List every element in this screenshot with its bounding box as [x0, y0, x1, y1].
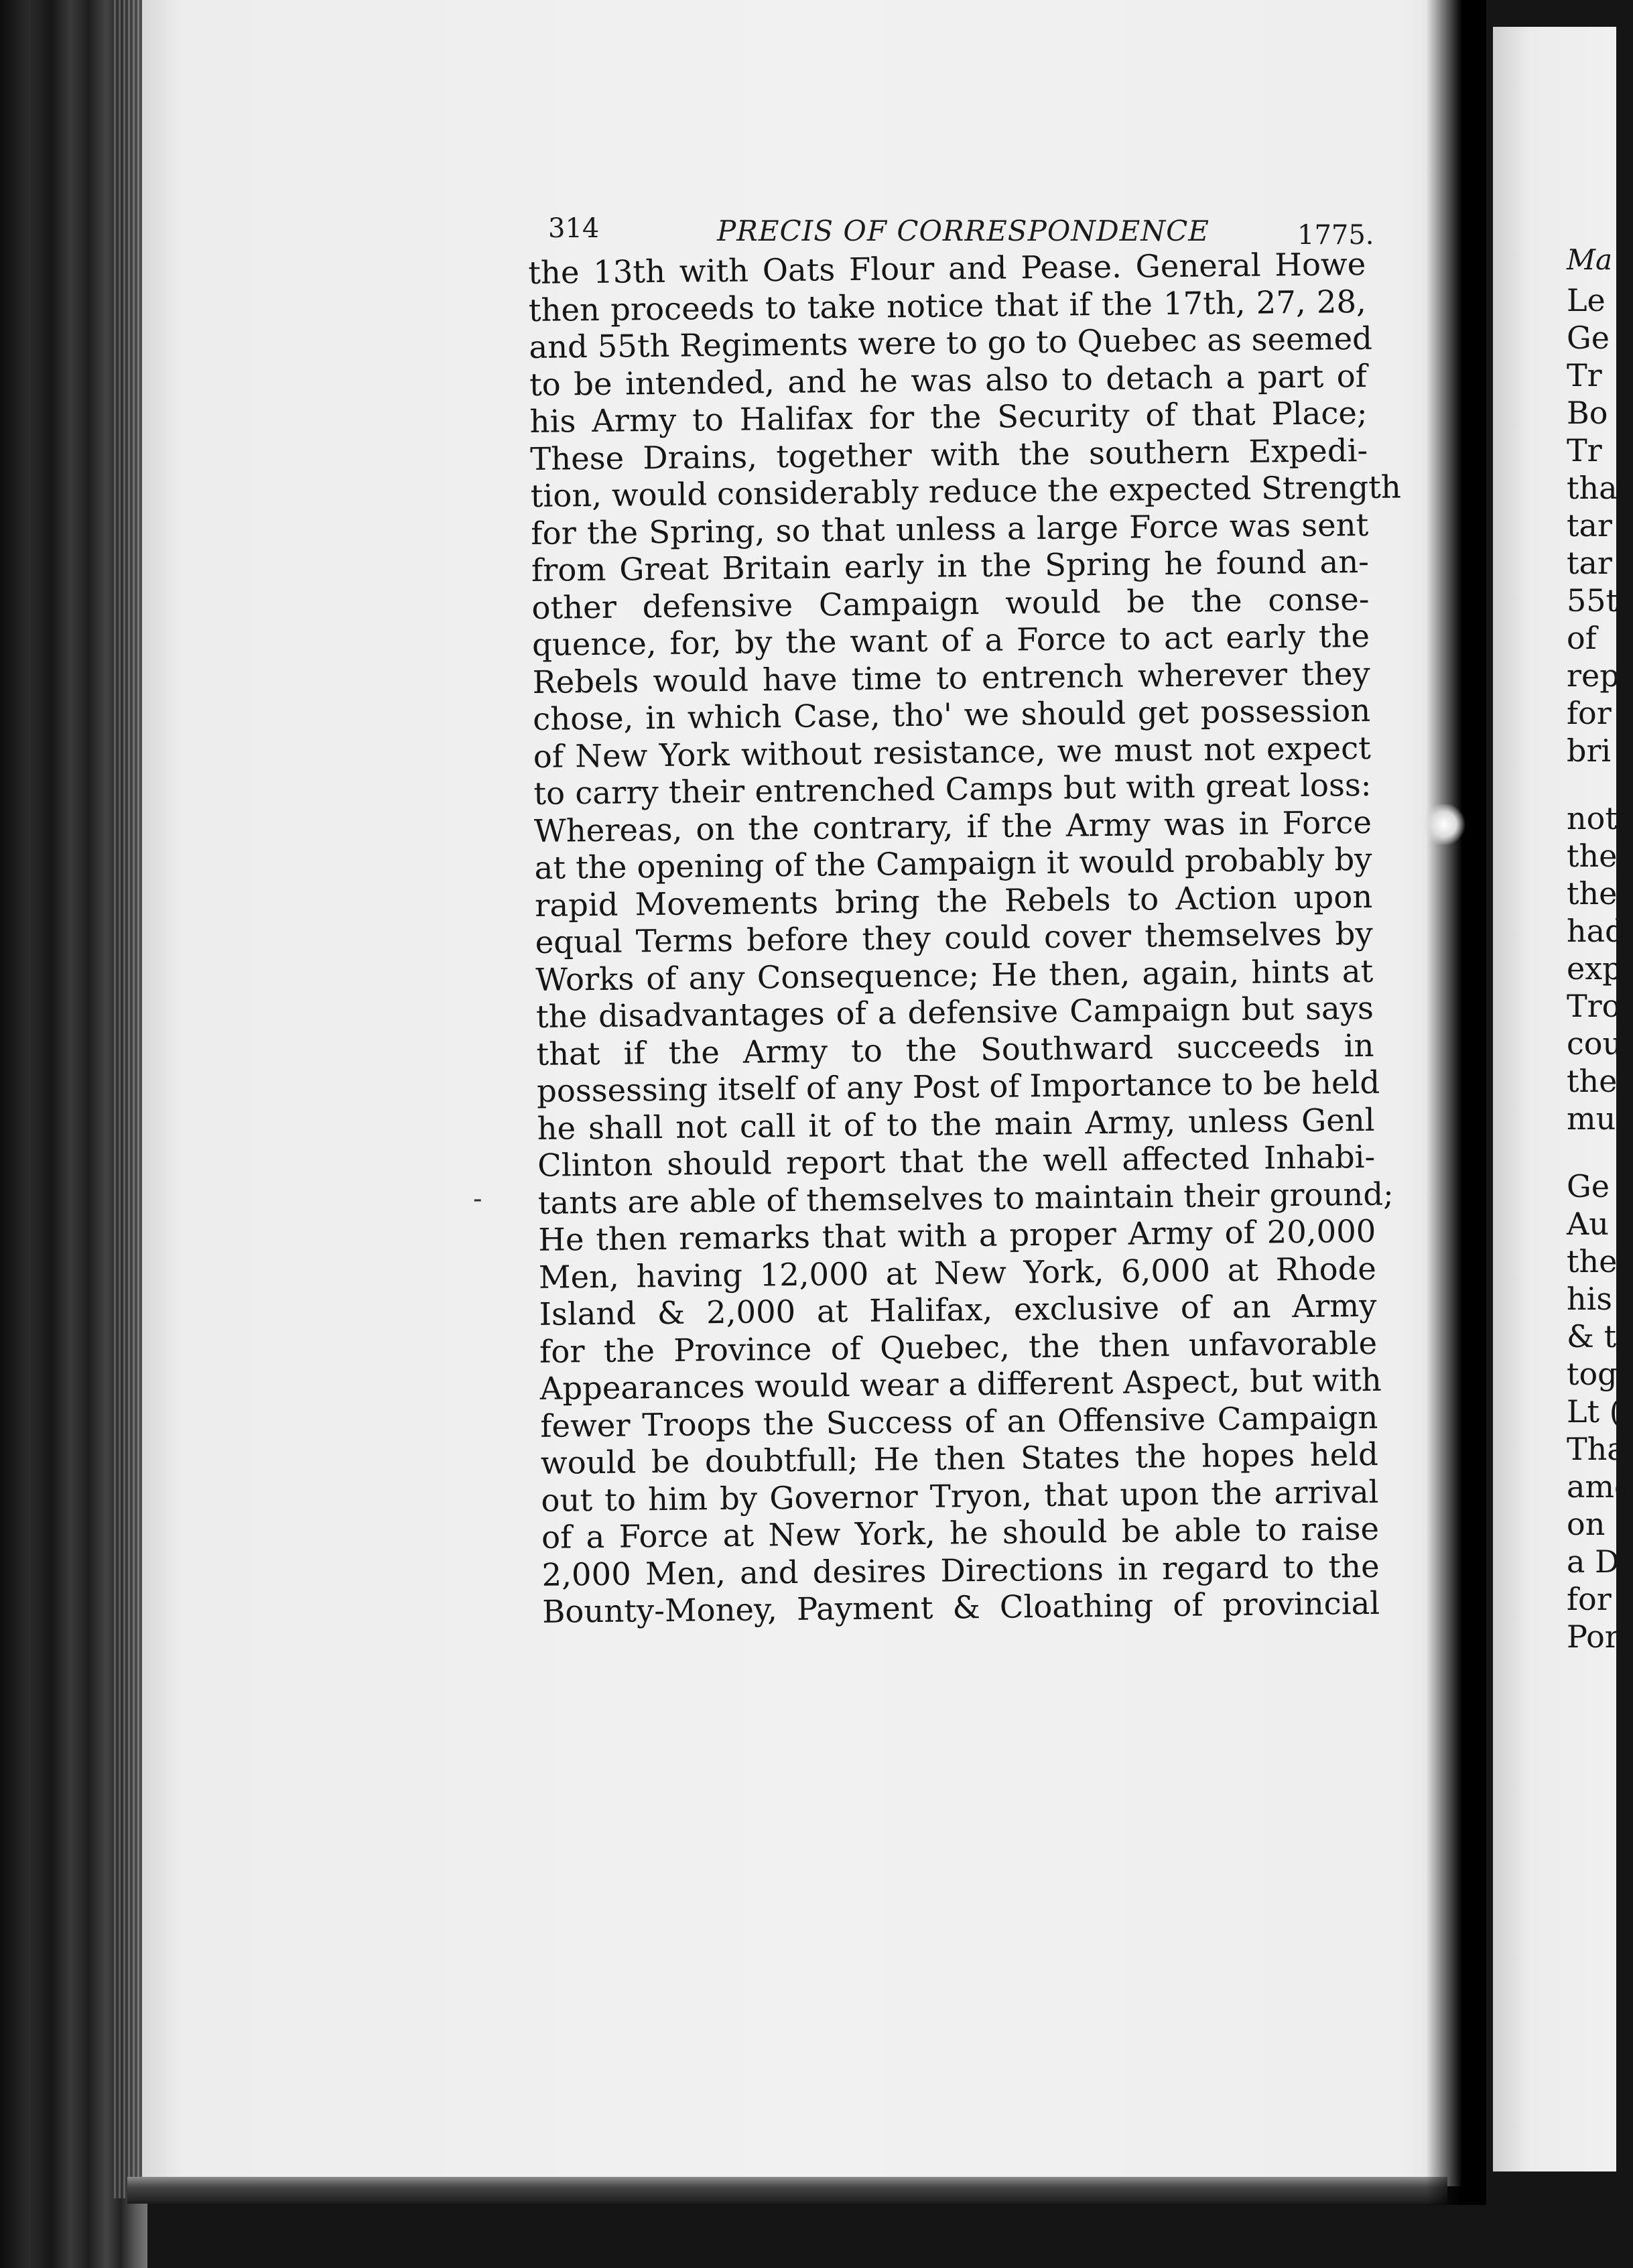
text-line: quence, for, by the want of a Force to act early the: [531, 617, 1370, 663]
right-page-fragment: mu: [1567, 1100, 1616, 1137]
right-page-text: [1567, 241, 1633, 1655]
right-page-fragment: had: [1567, 912, 1625, 949]
paper-tear: [1421, 804, 1467, 844]
right-page-fragment: his: [1567, 1280, 1612, 1317]
right-page-fragment: Ge: [1567, 1168, 1610, 1204]
text-line: chose, in which Case, tho' we should get possession: [532, 692, 1371, 737]
right-page-fragment: of: [1567, 620, 1597, 656]
right-page-fragment: for: [1567, 695, 1612, 731]
text-line: other defensive Campaign would be the conse-: [531, 580, 1370, 626]
right-page-fragment: tha: [1567, 470, 1618, 506]
right-page-fragment: for: [1567, 1580, 1612, 1617]
text-line: of a Force at New York, he should be able to raise: [541, 1510, 1380, 1556]
text-line: 2,000 Men, and desires Directions in regard to the: [541, 1548, 1380, 1593]
right-page-fragment: on: [1567, 1505, 1606, 1542]
text-line: possessing itself of any Post of Importance to be held: [536, 1064, 1380, 1109]
text-line: tants are able of themselves to maintain their ground;: [537, 1176, 1394, 1221]
text-line: from Great Britain early in the Spring he found an-: [531, 543, 1370, 588]
right-page-fragment: not: [1567, 800, 1618, 836]
body-text: [528, 245, 1402, 1631]
text-line: equal Terms before they could cover themselves by: [535, 915, 1373, 960]
text-line: he shall not call it of to the main Army, unless Genl: [537, 1101, 1375, 1147]
page-number: 314: [548, 213, 600, 244]
right-page-fragment: cou: [1567, 1025, 1623, 1062]
right-page-fragment: exp: [1567, 950, 1622, 987]
right-page-fragment: rep: [1567, 657, 1620, 694]
gutter-shadow: [1426, 0, 1486, 2205]
text-line: that if the Army to the Southward succeeds in: [536, 1027, 1374, 1072]
text-line: for the Province of Quebec, the then unfavorable: [539, 1324, 1378, 1370]
right-page-fragment: Tr: [1567, 357, 1602, 393]
text-line: Whereas, on the contrary, if the Army was in Force: [533, 804, 1372, 849]
right-page-fragment: tar: [1567, 545, 1612, 581]
right-page-fragment: bri: [1567, 733, 1612, 769]
margin-mark: -: [473, 1184, 482, 1214]
right-page-fragment: amo: [1567, 1468, 1633, 1505]
text-line: fewer Troops the Success of an Offensive Campaign: [540, 1399, 1378, 1444]
right-page-fragment: tog: [1567, 1355, 1618, 1392]
right-page-fragment: & t: [1567, 1318, 1617, 1354]
text-line: to be intended, and he was also to detach a part of: [529, 357, 1368, 403]
text-line: would be doubtfull; He then States the hopes held: [540, 1436, 1379, 1481]
text-line: Appearances would wear a different Aspect, but with: [539, 1361, 1382, 1407]
page-year: 1775.: [1297, 220, 1374, 251]
right-page-header: Ma: [1567, 243, 1613, 276]
right-page-fragment: Lt (: [1567, 1393, 1622, 1430]
right-page-fragment: the: [1567, 1062, 1618, 1099]
page-bottom-edge: [127, 2177, 1447, 2204]
text-line: his Army to Halifax for the Security of that Place;: [529, 394, 1368, 440]
right-page-fragment: Au: [1567, 1205, 1609, 1242]
right-page-fragment: the: [1567, 837, 1618, 874]
right-page-fragment: Bo: [1567, 395, 1608, 431]
right-page-fragment: Tha: [1567, 1430, 1626, 1467]
text-line: Rebels would have time to entrench wherever they: [532, 655, 1370, 700]
right-page-fragment: a D: [1567, 1543, 1620, 1580]
text-line: These Drains, together with the southern Expedi-: [529, 432, 1368, 477]
right-page-fragment: Tro: [1567, 987, 1621, 1024]
text-line: for the Spring, so that unless a large Force was sent: [531, 506, 1369, 552]
text-line: tion, would considerably reduce the expected Strength: [530, 468, 1402, 514]
right-page-fragment: tar: [1567, 507, 1612, 544]
text-line: Bounty-Money, Payment & Cloathing of provincial: [541, 1584, 1380, 1630]
right-page-fragment: Tr: [1567, 432, 1602, 468]
running-title: PRECIS OF CORRESPONDENCE: [717, 214, 1210, 247]
right-page-fragment: Por: [1567, 1618, 1620, 1655]
text-line: Clinton should report that the well affected Inhabi-: [537, 1138, 1376, 1184]
text-line: and 55th Regiments were to go to Quebec as seemed: [529, 320, 1373, 365]
right-page-fragment: the: [1567, 875, 1618, 911]
text-line: of New York without resistance, we must not expect: [533, 729, 1372, 775]
text-line: He then remarks that with a proper Army of 20,000: [538, 1212, 1376, 1258]
text-line: then proceeds to take notice that if the 17th, 27, 28,: [528, 283, 1367, 328]
text-line: Works of any Consequence; He then, again, hints at: [535, 952, 1374, 998]
right-page-fragment: Ge: [1567, 320, 1610, 356]
text-line: at the opening of the Campaign it would probably by: [534, 840, 1372, 886]
text-line: the 13th with Oats Flour and Pease. General Howe: [528, 245, 1366, 291]
text-line: the disadvantages of a defensive Campaign but says: [535, 989, 1374, 1035]
text-line: to carry their entrenched Camps but with great loss:: [533, 766, 1372, 812]
right-page-fragment: the: [1567, 1243, 1618, 1279]
text-line: rapid Movements bring the Rebels to Action upon: [534, 878, 1373, 924]
text-line: Men, having 12,000 at New York, 6,000 at Rhode: [538, 1250, 1377, 1296]
right-page-fragment: 55t: [1567, 582, 1619, 619]
text-line: out to him by Governor Tryon, that upon the arrival: [541, 1473, 1379, 1519]
right-page-fragment: Le: [1567, 282, 1606, 318]
text-line: Island & 2,000 at Halifax, exclusive of an Army: [539, 1287, 1377, 1332]
